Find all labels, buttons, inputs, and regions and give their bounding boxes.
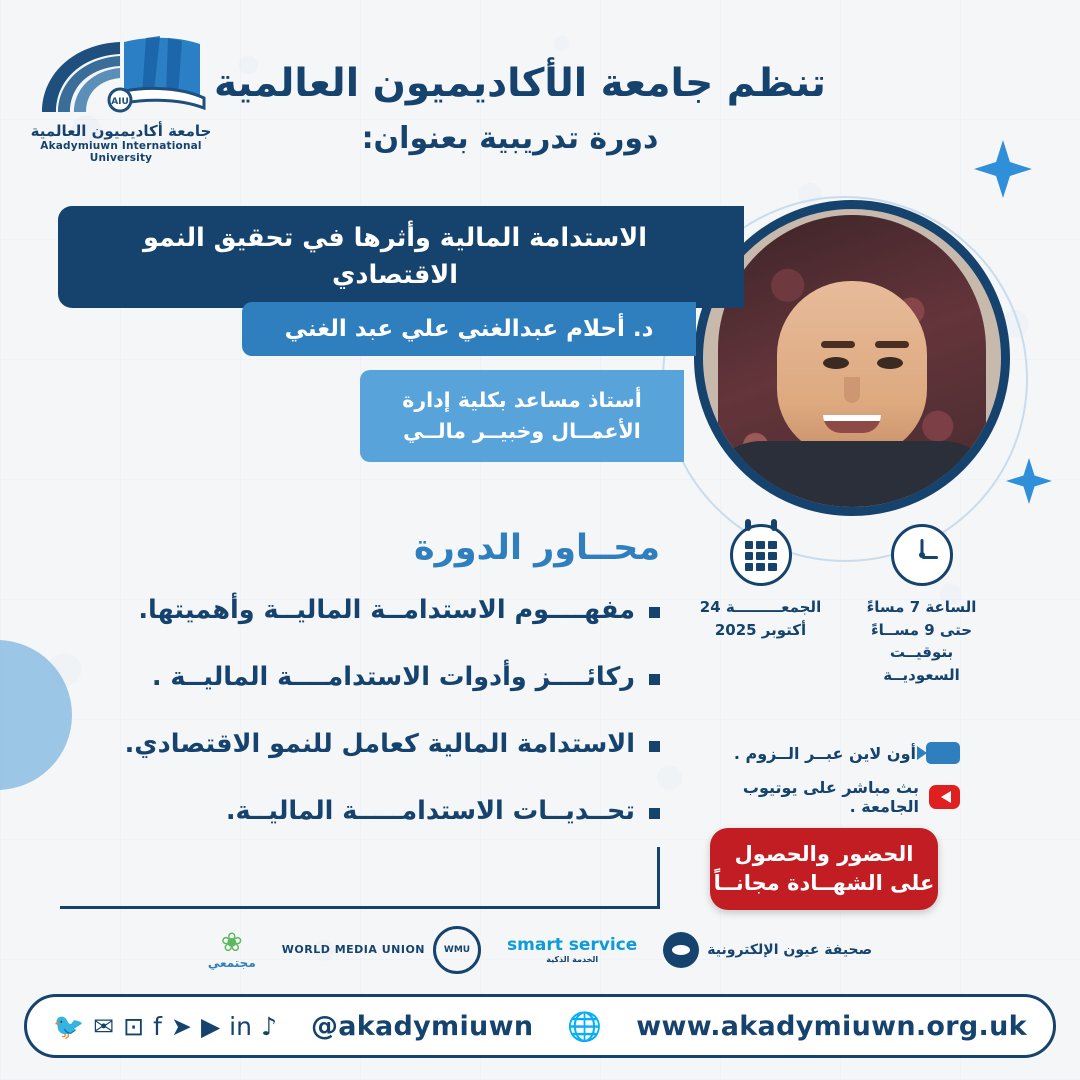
partner-item	[208, 930, 256, 970]
bullet-icon	[649, 808, 660, 819]
topic-item	[56, 795, 660, 828]
topic-text: ركائــــز وأدوات الاستدامــــة الماليــة .	[151, 662, 635, 693]
topic-text: تحــديــات الاستدامـــــة الماليــة.	[225, 796, 635, 827]
platform-item	[690, 778, 960, 816]
partner-item	[663, 932, 872, 968]
globe-icon: 🌐	[567, 1009, 603, 1043]
topic-text: الاستدامة المالية كعامل للنمو الاقتصادي.	[124, 729, 635, 760]
topics-section	[56, 528, 660, 863]
smart-service-icon	[507, 934, 638, 964]
tiktok-icon[interactable]: ♪	[260, 1011, 277, 1041]
calendar-icon	[730, 524, 792, 586]
partner-name: مجتمعي	[207, 956, 256, 970]
telegram-icon[interactable]: ➤	[170, 1011, 192, 1041]
platform-label: بث مباشر على يوتيوب الجامعة .	[742, 778, 919, 816]
speaker-role-banner	[360, 370, 684, 462]
topics-title: محــاور الدورة	[414, 528, 660, 568]
topic-item	[56, 594, 660, 627]
time-info	[859, 524, 984, 686]
partner-name: smart service	[507, 934, 638, 955]
date-info	[698, 524, 823, 686]
partner-name: WORLD MEDIA UNION	[281, 943, 426, 957]
instagram-icon[interactable]: ⊡	[123, 1011, 145, 1041]
clock-icon	[891, 524, 953, 586]
partner-name: صحيفة عيون الإلكترونية	[707, 941, 873, 958]
topic-text: مفهــــوم الاستدامــة الماليــة وأهميتها.	[138, 595, 635, 625]
speaker-role: أستاذ مساعد بكلية إدارة الأعمــال وخبيــر مالــي	[402, 388, 642, 443]
schedule-info	[694, 524, 984, 686]
speaker-name: د. أحلام عبدالغني علي عبد الغني	[284, 316, 654, 342]
linkedin-icon[interactable]: in	[229, 1011, 252, 1041]
social-handle[interactable]: @akadymiuwn	[310, 1010, 534, 1042]
speaker-name-banner	[242, 302, 696, 356]
wmu-icon: WMU	[433, 926, 481, 974]
social-icons[interactable]	[53, 1011, 277, 1041]
bullet-icon	[649, 607, 660, 618]
youtube-icon[interactable]: ▶	[200, 1011, 221, 1041]
twitter-icon[interactable]: 🐦	[53, 1011, 85, 1041]
partner-item	[507, 934, 638, 964]
course-title-banner	[58, 206, 744, 308]
logo-mark-icon	[28, 28, 214, 120]
eye-logo-icon	[663, 932, 699, 968]
date-text: الجمعـــــــــة 24 أكتوبر 2025	[699, 598, 822, 639]
topic-item	[56, 728, 660, 761]
platform-item	[690, 742, 960, 764]
platforms-list	[690, 742, 960, 830]
website-url[interactable]: www.akadymiuwn.org.uk	[636, 1010, 1027, 1042]
organizer-line: تنظم جامعة الأكاديميون العالمية	[214, 61, 826, 106]
bullet-icon	[649, 741, 660, 752]
course-subtitle: دورة تدريبية بعنوان:	[361, 120, 659, 156]
svg-text:AIU: AIU	[111, 97, 129, 107]
facebook-icon[interactable]: f	[153, 1011, 162, 1041]
logo-name-en: Akadymiuwn International University	[40, 140, 202, 164]
zoom-icon	[926, 742, 960, 764]
logo-name-ar: جامعة أكاديميون العالمية	[30, 122, 212, 140]
mujtamai-icon: ❀	[220, 928, 243, 958]
partner-item	[282, 926, 481, 974]
email-icon[interactable]: ✉	[93, 1011, 115, 1041]
footer-bar	[24, 994, 1056, 1058]
partner-logos	[0, 926, 1080, 974]
youtube-icon	[929, 785, 960, 809]
time-text: الساعة 7 مساءً حتى 9 مســاءً بتوقيــت السعوديــة	[866, 598, 977, 684]
topics-divider	[60, 906, 660, 909]
course-title: الاستدامة المالية وأثرها في تحقيق النمو الاقتصادي	[142, 223, 648, 290]
free-attendance-badge: الحضور والحصول على الشهــادة مجانــاً	[710, 828, 938, 910]
bullet-icon	[649, 674, 660, 685]
university-logo	[28, 28, 214, 166]
platform-label: أون لاين عبــر الــزوم .	[733, 743, 916, 763]
topic-item	[56, 661, 660, 694]
portrait-image	[703, 209, 1001, 507]
partner-subtitle: الخدمة الذكية	[546, 954, 599, 964]
